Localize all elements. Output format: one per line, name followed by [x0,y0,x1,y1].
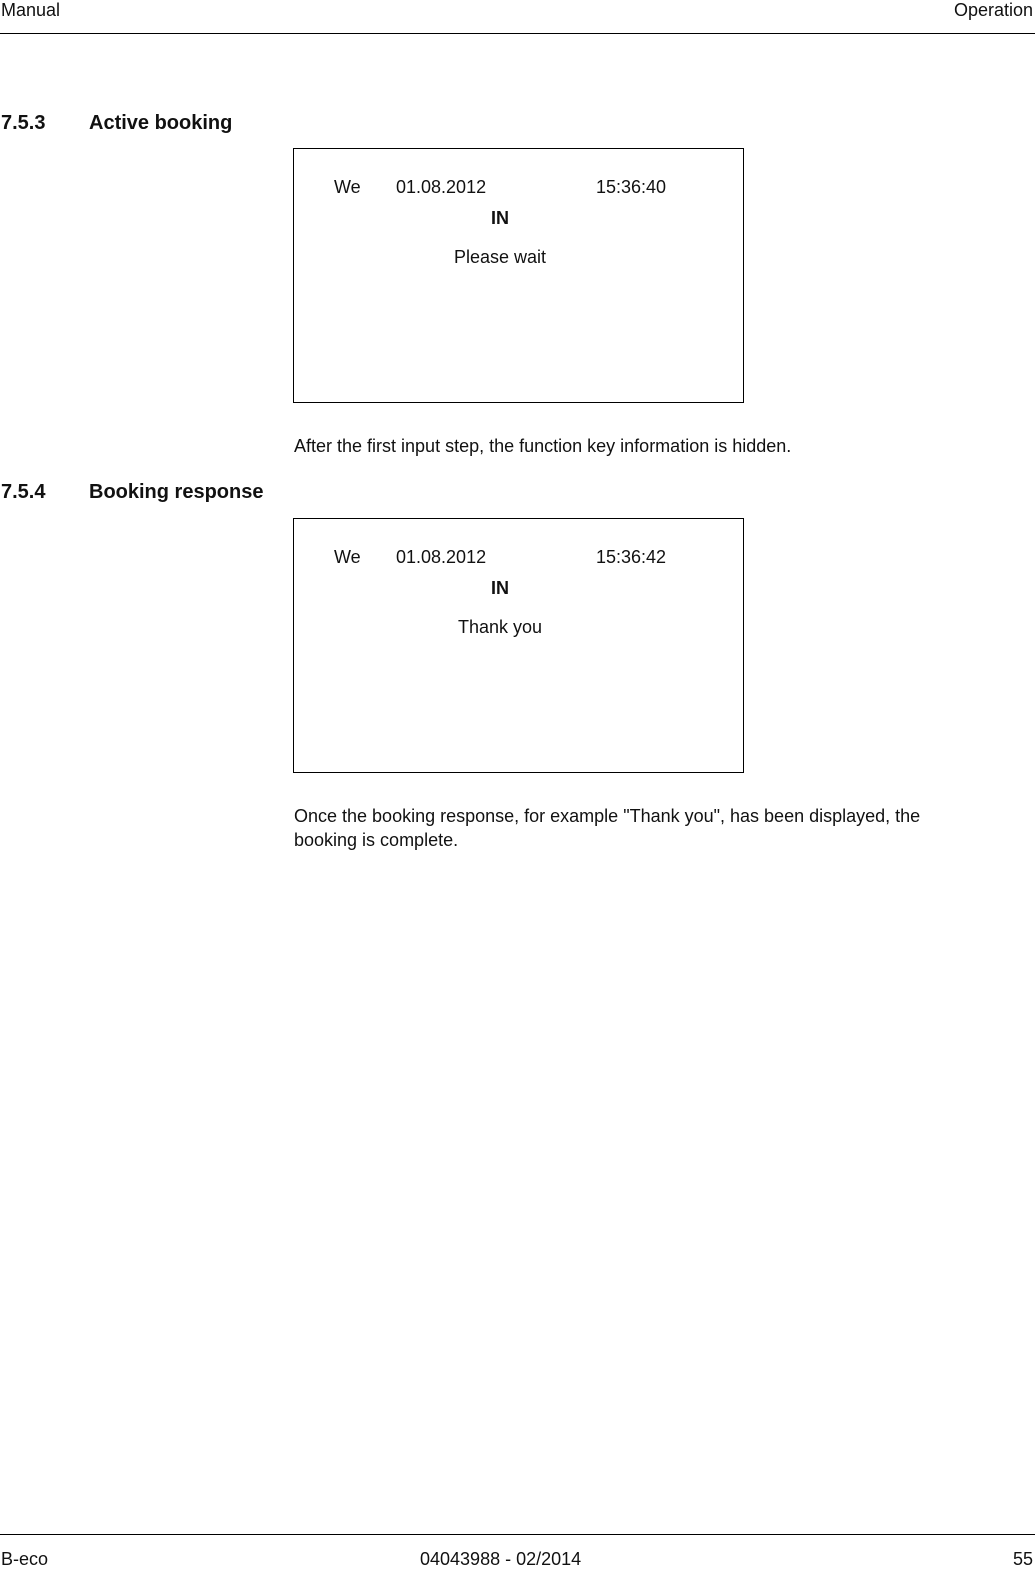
paragraph-booking-response: Once the booking response, for example "Thank you", has been displayed, the booking is complete. [294,806,921,850]
display-time: 15:36:42 [596,547,667,567]
terminal-display-thank-you [293,518,744,773]
section-heading-booking-response [1,480,263,504]
display-day: We [334,547,361,567]
header-manual-label: Manual [1,0,61,20]
display-message: Please wait [453,247,547,267]
footer-document-number: 04043988 - 02/2014 [420,1549,582,1569]
paragraph-active-booking: After the first input step, the function key information is hidden. [294,436,792,456]
display-date: 01.08.2012 [396,177,487,197]
display-day: We [334,177,361,197]
display-date: 01.08.2012 [396,547,487,567]
header-section-label: Operation [953,0,1033,20]
terminal-display-please-wait [293,148,744,403]
footer-page-number: 55 [1012,1549,1033,1569]
display-message: Thank you [457,617,543,637]
section-number: 7.5.4 [1,481,46,503]
display-booking-mode: IN [491,208,509,228]
footer-product-name: B-eco [1,1549,49,1569]
section-title: Booking response [89,481,264,503]
display-booking-mode: IN [491,578,509,598]
footer-divider [0,1534,1035,1535]
section-number: 7.5.3 [1,112,46,134]
header-divider [0,33,1035,34]
section-title: Active booking [89,112,233,134]
section-heading-active-booking [1,111,232,135]
display-time: 15:36:40 [596,177,667,197]
